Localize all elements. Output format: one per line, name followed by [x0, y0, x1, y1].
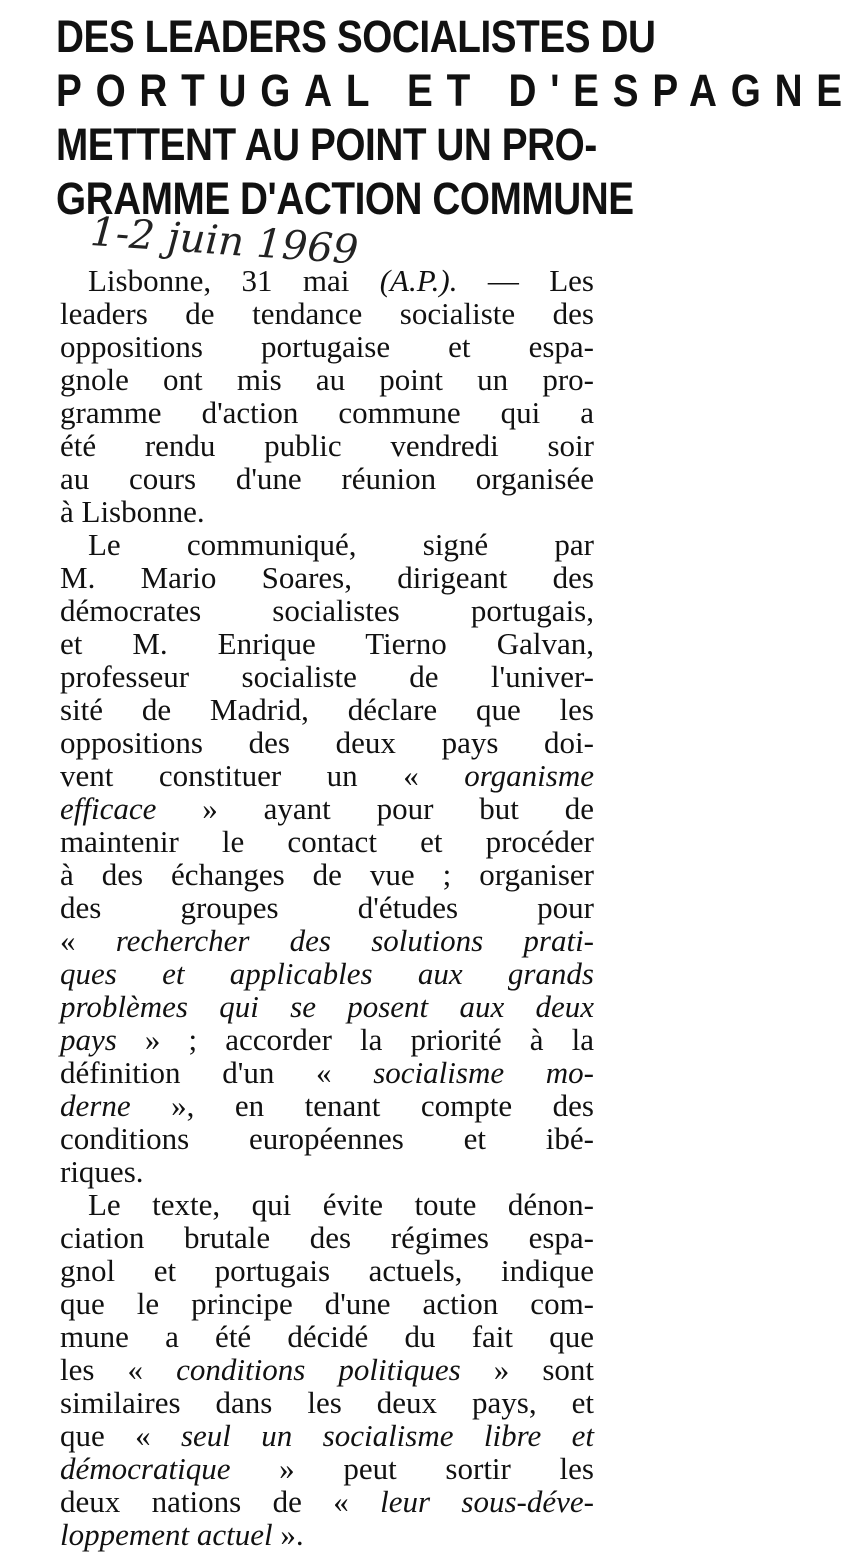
text-line: à Lisbonne.	[60, 494, 205, 529]
text-line: démocratique » peut sortir les	[60, 1451, 594, 1486]
text-line: professeur socialiste de l'univer-	[60, 659, 594, 694]
text-line: que le principe d'une action com-	[60, 1286, 594, 1321]
headline-line: DES LEADERS SOCIALISTES DU	[56, 11, 656, 62]
text-line: mune a été décidé du fait que	[60, 1319, 594, 1354]
text-line: sité de Madrid, déclare que les	[60, 692, 594, 727]
text-line: gramme d'action commune qui a	[60, 395, 594, 430]
article-headline	[56, 10, 856, 226]
text-line: pays » ; accorder la priorité à la	[60, 1022, 594, 1057]
text-line: gnole ont mis au point un pro-	[60, 362, 594, 397]
text-line: Lisbonne, 31 mai (A.P.). — Les	[88, 263, 594, 298]
text-line: démocrates socialistes portugais,	[60, 593, 594, 628]
text-line: similaires dans les deux pays, et	[60, 1385, 594, 1420]
text-line: efficace » ayant pour but de	[60, 791, 594, 826]
text-line: derne », en tenant compte des	[60, 1088, 594, 1123]
text-line: que « seul un socialisme libre et	[60, 1418, 594, 1453]
text-line: vent constituer un « organisme	[60, 758, 594, 793]
text-line: à des échanges de vue ; organiser	[60, 857, 594, 892]
text-line: gnol et portugais actuels, indique	[60, 1253, 594, 1288]
text-line: « rechercher des solutions prati-	[60, 923, 595, 958]
text-line: les « conditions politiques » sont	[60, 1352, 595, 1387]
text-line: au cours d'une réunion organisée	[60, 461, 594, 496]
text-line: définition d'un « socialisme mo-	[60, 1055, 594, 1090]
text-line: M. Mario Soares, dirigeant des	[60, 560, 594, 595]
text-line: ques et applicables aux grands	[60, 956, 594, 991]
text-line: Le communiqué, signé par	[88, 527, 594, 562]
text-line: deux nations de « leur sous-déve-	[60, 1484, 594, 1519]
text-line: oppositions portugaise et espa-	[60, 329, 594, 364]
text-line: loppement actuel ».	[60, 1517, 304, 1552]
text-line: été rendu public vendredi soir	[60, 428, 594, 463]
text-line: des groupes d'études pour	[60, 890, 594, 925]
handwritten-date: 1-2 juin 1969	[88, 209, 360, 274]
headline-line: PORTUGAL ET D'ESPAGNE	[56, 65, 856, 116]
text-line: leaders de tendance socialiste des	[60, 296, 594, 331]
headline-line: GRAMME D'ACTION COMMUNE	[56, 173, 634, 224]
text-line: oppositions des deux pays doi-	[60, 725, 594, 760]
headline-line: METTENT AU POINT UN PRO-	[56, 119, 597, 170]
text-line: maintenir le contact et procéder	[60, 824, 594, 859]
text-line: et M. Enrique Tierno Galvan,	[60, 626, 594, 661]
text-line: riques.	[60, 1154, 144, 1189]
article-body	[60, 264, 594, 1551]
text-line: ciation brutale des régimes espa-	[60, 1220, 594, 1255]
text-line: Le texte, qui évite toute dénon-	[88, 1187, 594, 1222]
text-line: conditions européennes et ibé-	[60, 1121, 594, 1156]
text-line: problèmes qui se posent aux deux	[60, 989, 594, 1024]
